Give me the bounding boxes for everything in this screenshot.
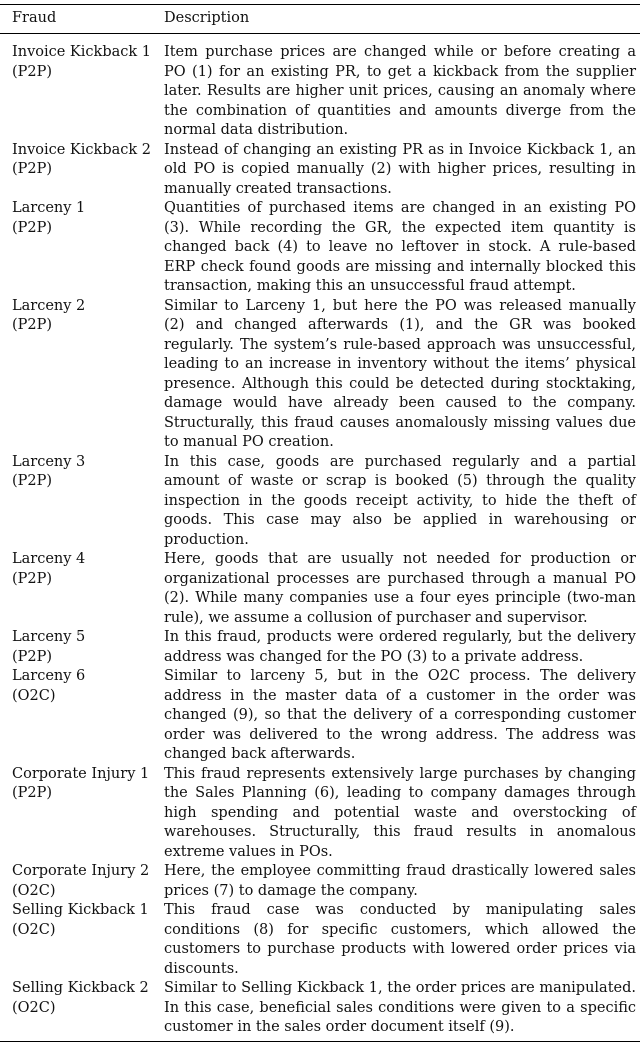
- fraud-description: Here, the employee committing fraud drastically lowered sales prices (7) to damage the company.: [164, 863, 636, 899]
- fraud-name: Larceny 4: [12, 551, 86, 567]
- table-row: [0, 765, 640, 863]
- fraud-name: Larceny 1: [12, 200, 86, 216]
- table-row: [0, 453, 640, 551]
- fraud-process: (P2P): [12, 161, 53, 177]
- fraud-cell: [0, 199, 164, 238]
- fraud-description: Similar to Larceny 1, but here the PO was released manually (2) and changed afterwards (1), and the GR was booked regularly. The system’s rule-based approach was unsuccessful, leading to an increase in inventory without the items’ physical presence. Although this could be detected during stocktaking, damage would have already been caused to the company. Structurally, this fraud causes anomalously missing values due to manual PO creation.: [164, 297, 636, 450]
- table-row: [0, 667, 640, 765]
- fraud-name: Selling Kickback 2: [12, 980, 149, 996]
- fraud-description: Here, goods that are usually not needed for production or organizational processes are purchased through a manual PO (2). While many companies use a four eyes principle (two-man rule), we assume a collusion of purchaser and supervisor.: [164, 551, 636, 626]
- fraud-process: (P2P): [12, 785, 53, 801]
- fraud-cell: [0, 765, 164, 804]
- fraud-description: Similar to larceny 5, but in the O2C process. The delivery address in the master data of a customer in the order was changed (9), so that the delivery of a corresponding customer order was delivered to the wrong address. The address was changed back afterwards.: [164, 668, 636, 762]
- fraud-cell: [0, 43, 164, 82]
- fraud-cell: [0, 862, 164, 901]
- fraud-cell: [0, 297, 164, 336]
- fraud-name: Corporate Injury 1: [12, 765, 150, 782]
- fraud-description: This fraud case was conducted by manipulating sales conditions (8) for specific customers, which allowed the customers to purchase products with lowered order prices via discounts.: [164, 902, 636, 977]
- fraud-process: (P2P): [12, 648, 53, 665]
- fraud-cell: [0, 141, 164, 180]
- fraud-process: (P2P): [12, 317, 53, 333]
- fraud-description: Item purchase prices are changed while or before creating a PO (1) for an existing PR, to get a kickback from the supplier later. Results are higher unit prices, causing an anomaly where the combination of quantities and amounts diverge from the normal data distribution.: [164, 44, 636, 138]
- table-row: [0, 550, 640, 628]
- table-row: [0, 901, 640, 979]
- table-row: [0, 141, 640, 200]
- fraud-cell: [0, 550, 164, 589]
- table-row: [0, 979, 640, 1038]
- fraud-process: (P2P): [12, 219, 53, 236]
- fraud-table: [0, 4, 640, 1042]
- fraud-process: (O2C): [12, 999, 56, 1016]
- table-row: [0, 862, 640, 901]
- fraud-process: (O2C): [12, 921, 56, 938]
- fraud-name: Invoice Kickback 1: [12, 44, 151, 60]
- fraud-name: Invoice Kickback 2: [12, 141, 151, 158]
- header-description: Description: [164, 10, 250, 27]
- table-row: [0, 43, 640, 141]
- fraud-description: In this case, goods are purchased regularly and a partial amount of waste or scrap is booked (5) through the quality inspection in the goods receipt activity, to hide the theft of goods. This case may also be applied in warehousing or production.: [164, 453, 636, 548]
- fraud-description: This fraud represents extensively large purchases by changing the Sales Planning (6), leading to company damages through high spending and potential waste and overstocking of warehouses. Structurally, this fraud results in anomalous extreme values in POs.: [164, 765, 636, 860]
- fraud-description: In this fraud, products were ordered regularly, but the delivery address was changed for the PO (3) to a private address.: [164, 629, 636, 665]
- fraud-cell: [0, 667, 164, 706]
- table-body: [0, 34, 640, 1041]
- fraud-name: Larceny 6: [12, 668, 86, 684]
- fraud-cell: [0, 453, 164, 492]
- fraud-name: Larceny 2: [12, 297, 86, 314]
- fraud-process: (P2P): [12, 63, 53, 80]
- fraud-process: (P2P): [12, 570, 53, 587]
- fraud-process: (O2C): [12, 882, 56, 899]
- fraud-name: Selling Kickback 1: [12, 902, 149, 918]
- fraud-description: Similar to Selling Kickback 1, the order prices are manipulated. In this case, beneficial sales conditions were given to a specific customer in the sales order document itself (9).: [164, 980, 636, 1035]
- table-header: [0, 5, 640, 34]
- fraud-cell: [0, 979, 164, 1018]
- fraud-description: Instead of changing an existing PR as in Invoice Kickback 1, an old PO is copied manually (2) with higher prices, resulting in manually created transactions.: [164, 141, 636, 197]
- header-fraud: Fraud: [12, 10, 57, 27]
- fraud-description: Quantities of purchased items are changed in an existing PO (3). While recording the GR, the expected item quantity is changed back (4) to leave no leftover in stock. A rule-based ERP check found goods are missing and internally blocked this transaction, making this an unsuccessful fraud attempt.: [164, 200, 636, 294]
- fraud-name: Larceny 5: [12, 629, 86, 645]
- fraud-cell: [0, 628, 164, 667]
- fraud-cell: [0, 901, 164, 940]
- table-row: [0, 628, 640, 667]
- fraud-name: Larceny 3: [12, 453, 86, 470]
- table-row: [0, 199, 640, 297]
- fraud-process: (O2C): [12, 687, 56, 704]
- fraud-process: (P2P): [12, 473, 53, 489]
- table-row: [0, 297, 640, 453]
- fraud-name: Corporate Injury 2: [12, 863, 150, 879]
